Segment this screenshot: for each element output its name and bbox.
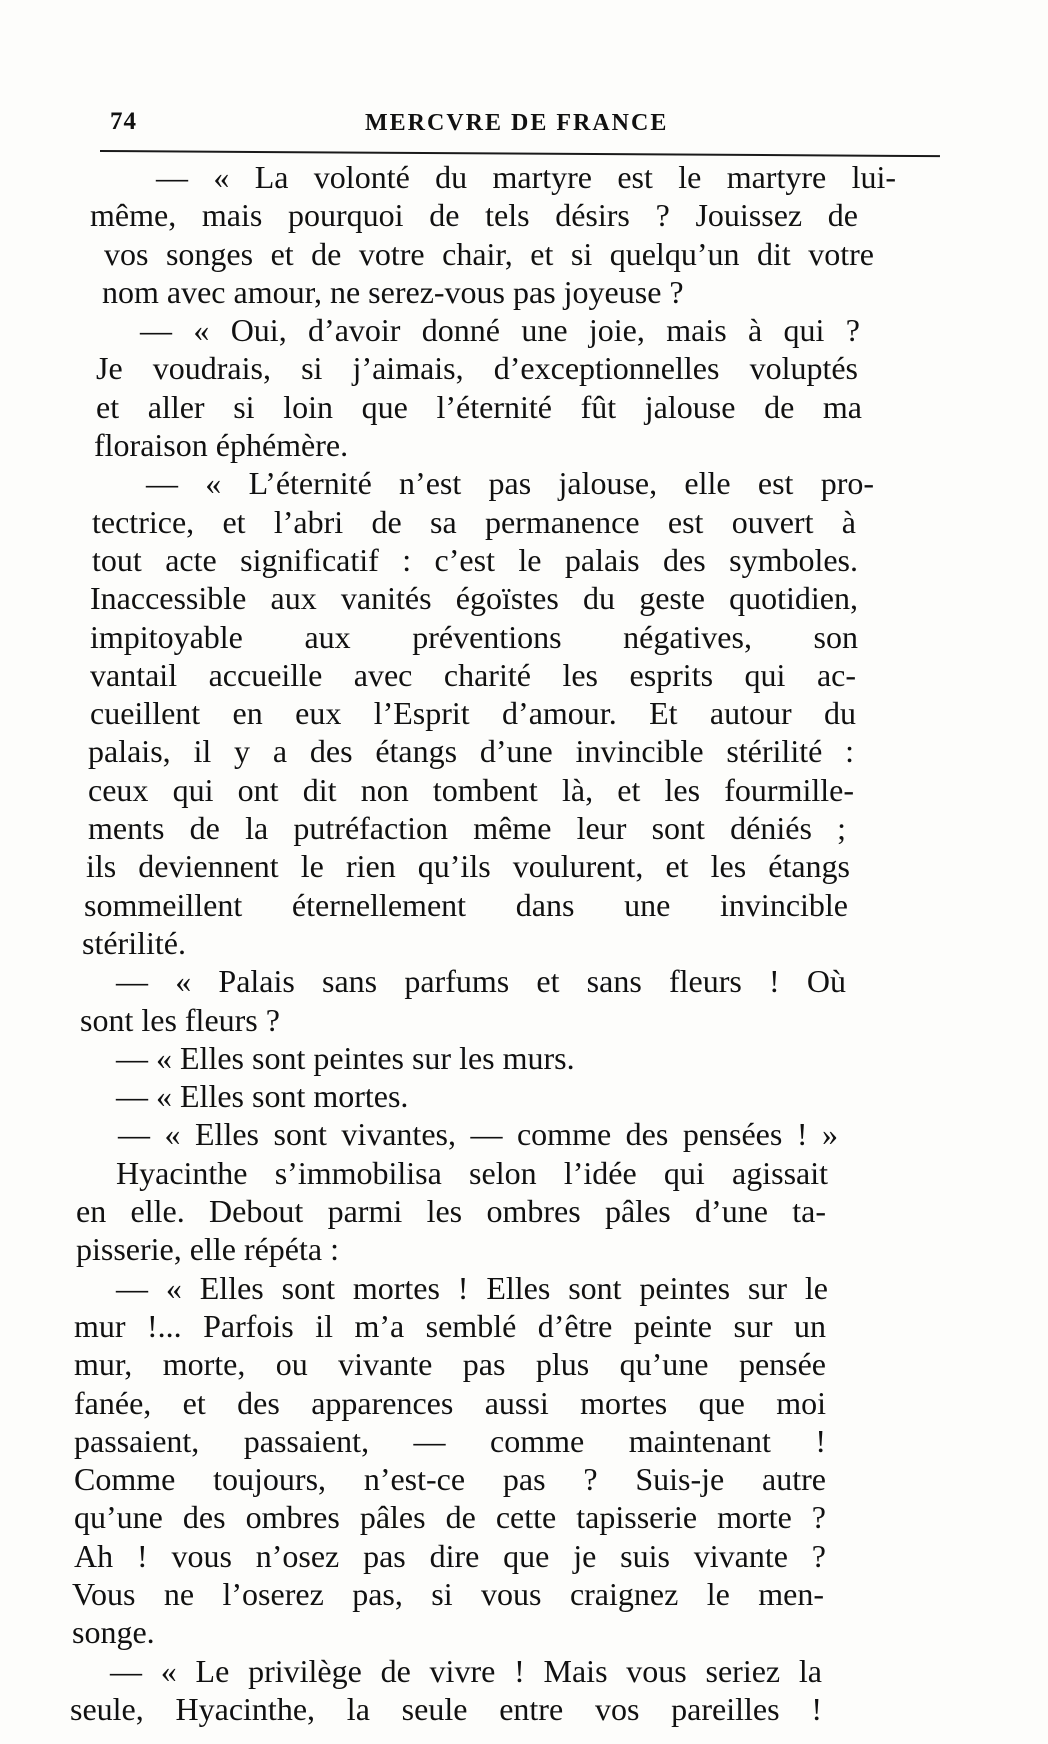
text-line: Je voudrais, si j’aimais, d’exceptionnelles voluptés: [96, 350, 858, 387]
text-line: qu’une des ombres pâles de cette tapisserie morte ?: [74, 1499, 826, 1536]
text-line: — « Oui, d’avoir donné une joie, mais à qui ?: [140, 312, 860, 349]
text-line: — « Le privilège de vivre ! Mais vous seriez la: [110, 1652, 822, 1689]
text-line: tectrice, et l’abri de sa permanence est ouvert à: [92, 503, 856, 540]
text-line: mur, morte, ou vivante pas plus qu’une pensée: [74, 1346, 826, 1383]
text-line: floraison éphémère.: [94, 427, 349, 464]
text-line: pisserie, elle répéta :: [76, 1231, 339, 1268]
text-line: Hyacinthe s’immobilisa selon l’idée qui agissait: [116, 1154, 828, 1191]
running-title: MERCVRE DE FRANCE: [365, 110, 669, 136]
text-line: fanée, et des apparences aussi mortes que moi: [74, 1384, 826, 1421]
text-line: — « Elles sont peintes sur les murs.: [116, 1039, 575, 1076]
text-line: mur !... Parfois il m’a semblé d’être peinte sur un: [74, 1307, 826, 1344]
page-number: 74: [110, 108, 137, 135]
text-line: songe.: [72, 1614, 155, 1651]
text-line: — « Elles sont vivantes, — comme des pensées ! »: [118, 1116, 838, 1153]
text-line: nom avec amour, ne serez-vous pas joyeuse ?: [102, 273, 684, 310]
text-line: Vous ne l’oserez pas, si vous craignez le men-: [72, 1575, 824, 1612]
text-line: ils deviennent le rien qu’ils voulurent, et les étangs: [86, 848, 850, 885]
text-line: cueillent en eux l’Esprit d’amour. Et autour du: [90, 695, 856, 732]
text-line: sont les fleurs ?: [80, 1001, 280, 1038]
text-line: seule, Hyacinthe, la seule entre vos pareilles !: [70, 1690, 822, 1727]
text-line: — « Palais sans parfums et sans fleurs ! Où: [116, 963, 846, 1000]
text-line: ceux qui ont dit non tombent là, et les fourmille-: [88, 771, 854, 808]
text-line: — « L’éternité n’est pas jalouse, elle est pro-: [146, 465, 874, 502]
text-line: ments de la putréfaction même leur sont déniés ;: [88, 810, 846, 847]
page-header: [110, 100, 940, 144]
text-line: — « Elles sont mortes.: [116, 1078, 409, 1115]
text-line: Comme toujours, n’est-ce pas ? Suis-je autre: [74, 1461, 826, 1498]
text-line: et aller si loin que l’éternité fût jalouse de ma: [96, 388, 862, 425]
text-line: vos songes et de votre chair, et si quelqu’un dit votre: [104, 235, 874, 272]
text-line: même, mais pourquoi de tels désirs ? Jouissez de: [90, 197, 858, 234]
text-line: impitoyable aux préventions négatives, son: [90, 618, 858, 655]
text-line: stérilité.: [82, 924, 186, 961]
body-text: [70, 158, 948, 1728]
text-line: — « La volonté du martyre est le martyre lui-: [156, 159, 896, 195]
text-line: Ah ! vous n’osez pas dire que je suis vivante ?: [74, 1537, 826, 1574]
text-line: passaient, passaient, — comme maintenant !: [74, 1422, 826, 1459]
text-line: sommeillent éternellement dans une invincible: [84, 886, 848, 923]
text-line: Inaccessible aux vanités égoïstes du geste quotidien,: [90, 580, 858, 617]
text-line: vantail accueille avec charité les esprits qui ac-: [90, 656, 856, 693]
header-rule: [100, 150, 940, 157]
text-line: — « Elles sont mortes ! Elles sont peintes sur le: [116, 1269, 828, 1306]
text-line: tout acte significatif : c’est le palais des symboles.: [92, 541, 858, 578]
text-line: en elle. Debout parmi les ombres pâles d’une ta-: [76, 1193, 826, 1230]
text-line: palais, il y a des étangs d’une invincible stérilité :: [88, 733, 854, 770]
